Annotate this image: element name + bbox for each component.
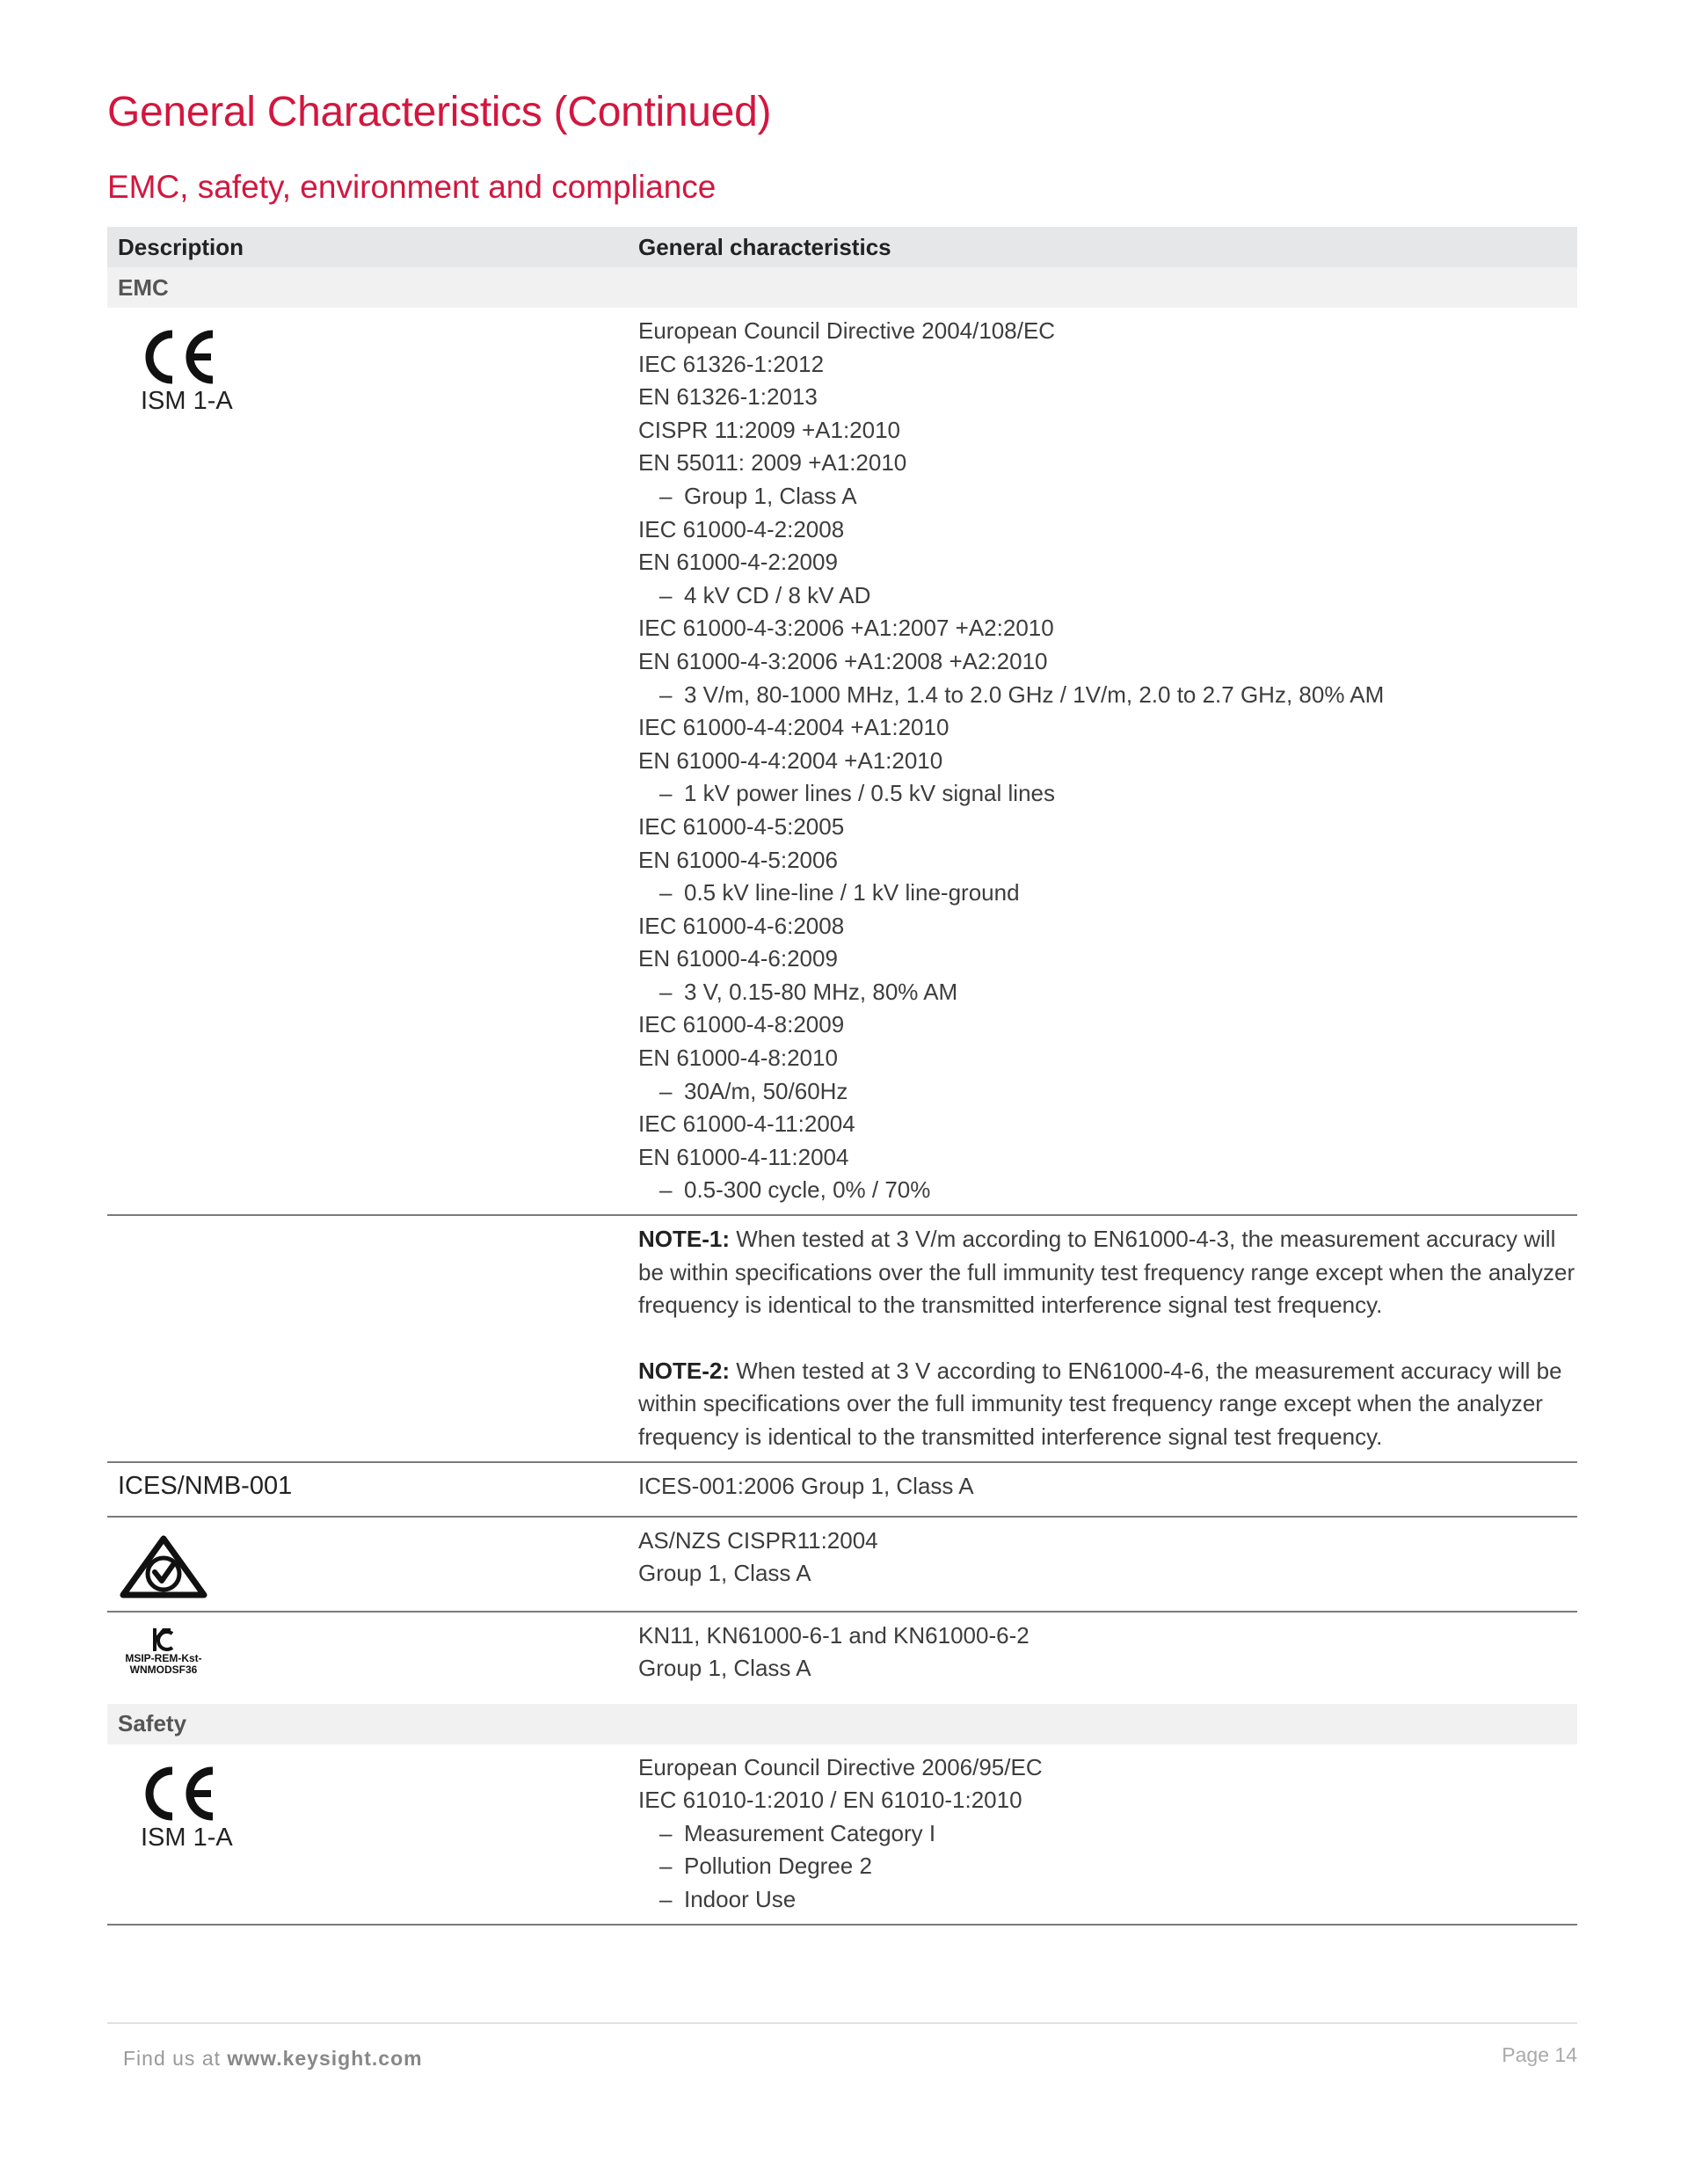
list-sub-item: – Pollution Degree 2 — [638, 1850, 1577, 1883]
table-row-kc — [107, 1613, 1577, 1704]
footer-find-prefix: Find us at — [123, 2047, 228, 2070]
list-item: European Council Directive 2004/108/EC — [638, 317, 1056, 344]
footer-url-link[interactable]: www.keysight.com — [227, 2047, 423, 2070]
list-sub-item: – 0.5-300 cycle, 0% / 70% — [638, 1174, 1577, 1207]
rcm-cell — [107, 1518, 638, 1611]
ce-mark-icon — [139, 1765, 218, 1822]
footer-find-us — [123, 2047, 423, 2071]
list-item: EN 61000-4-8:2010 — [638, 1045, 838, 1072]
notes-cell — [638, 1216, 1577, 1461]
list-item: European Council Directive 2006/95/EC — [638, 1753, 1043, 1780]
list-item: KN11, KN61000-6-1 and KN61000-6-2 — [638, 1621, 1030, 1649]
list-item: IEC 61000-4-4:2004 +A1:2010 — [638, 714, 950, 741]
section-title: EMC, safety, environment and compliance — [107, 169, 717, 205]
emc-standards-list — [638, 308, 1577, 1214]
list-sub-item: – Measurement Category I — [638, 1817, 1577, 1851]
list-item: Group 1, Class A — [638, 1655, 811, 1682]
kc-standards — [638, 1613, 1577, 1704]
note-2-text: frequency is identical to the transmitted interference signal test frequency. — [638, 1423, 1383, 1450]
list-sub-item: – 30A/m, 50/60Hz — [638, 1075, 1577, 1109]
ce-cell — [107, 308, 638, 1214]
list-item: EN 61000-4-11:2004 — [638, 1143, 849, 1170]
header-general-characteristics: General characteristics — [638, 233, 891, 260]
list-item: IEC 61000-4-8:2009 — [638, 1011, 845, 1038]
header-description: Description — [118, 233, 244, 260]
kc-mark-icon — [151, 1627, 176, 1653]
ices-value: ICES-001:2006 Group 1, Class A — [638, 1472, 974, 1499]
list-item: IEC 61010-1:2010 / EN 61010-1:2010 — [638, 1787, 1022, 1814]
list-item: EN 61000-4-5:2006 — [638, 846, 838, 873]
list-item: CISPR 11:2009 +A1:2010 — [638, 416, 901, 443]
note-1 — [638, 1223, 1577, 1256]
safety-standards-list — [638, 1744, 1577, 1924]
list-sub-item: – 3 V/m, 80-1000 MHz, 1.4 to 2.0 GHz / 1V/m, 2.0 to 2.7 GHz, 80% AM — [638, 679, 1577, 712]
list-sub-item: – 4 kV CD / 8 kV AD — [638, 579, 1577, 613]
page-number: Page 14 — [1502, 2043, 1577, 2066]
list-item: EN 61000-4-6:2009 — [638, 945, 838, 972]
note-2 — [638, 1355, 1577, 1388]
list-item: IEC 61000-4-3:2006 +A1:2007 +A2:2010 — [638, 615, 1054, 642]
note-1-text: frequency is identical to the transmitted interference signal test frequency. — [638, 1292, 1383, 1319]
note-2-label: NOTE-2: — [638, 1357, 730, 1384]
list-item: EN 61000-4-4:2004 +A1:2010 — [638, 746, 943, 774]
list-item: IEC 61000-4-5:2005 — [638, 812, 845, 840]
list-item: IEC 61000-4-2:2008 — [638, 515, 845, 542]
table-row-emc-ce — [107, 308, 1577, 1216]
list-item: EN 61000-4-3:2006 +A1:2008 +A2:2010 — [638, 647, 1048, 674]
table-row-notes — [107, 1216, 1577, 1463]
note-1-text: be within specifications over the full immunity test frequency range except when the analyzer — [638, 1258, 1575, 1285]
kc-cell — [107, 1613, 638, 1704]
list-item: AS/NZS CISPR11:2004 — [638, 1526, 878, 1554]
list-item: EN 61326-1:2013 — [638, 383, 818, 411]
list-sub-item: – 3 V, 0.15-80 MHz, 80% AM — [638, 976, 1577, 1009]
list-sub-item: – 1 kV power lines / 0.5 kV signal lines — [638, 777, 1577, 811]
ce-mark-icon — [139, 329, 218, 385]
list-item: EN 55011: 2009 +A1:2010 — [638, 449, 907, 477]
list-item: EN 61000-4-2:2009 — [638, 549, 838, 576]
kc-mark-text: MSIP-REM-Kst- — [125, 1651, 202, 1664]
ce-cell — [107, 1744, 638, 1924]
note-2-text: within specifications over the full immunity test frequency range except when the analyzer — [638, 1390, 1543, 1417]
table-row-rcm — [107, 1518, 1577, 1613]
list-sub-item: – Group 1, Class A — [638, 480, 1577, 513]
table-row-safety-ce — [107, 1744, 1577, 1926]
rcm-mark-icon — [118, 1533, 209, 1600]
group-emc: EMC — [107, 267, 1577, 308]
kc-mark — [118, 1627, 209, 1676]
list-sub-item: – Indoor Use — [638, 1883, 1577, 1917]
kc-mark-text: WNMODSF36 — [129, 1663, 198, 1676]
list-item: IEC 61000-4-11:2004 — [638, 1110, 855, 1138]
note-1-text: When tested at 3 V/m according to EN61000-4-3, the measurement accuracy will — [730, 1226, 1556, 1253]
table-row-ices — [107, 1463, 1577, 1518]
list-item: Group 1, Class A — [638, 1560, 811, 1587]
footer-divider — [107, 2022, 1577, 2024]
rcm-standards — [638, 1518, 1577, 1611]
list-item: IEC 61326-1:2012 — [638, 350, 825, 377]
spec-table — [107, 227, 1577, 1926]
list-item: IEC 61000-4-6:2008 — [638, 912, 845, 939]
page-title: General Characteristics (Continued) — [107, 89, 772, 135]
table-header — [107, 227, 1577, 267]
note-2-text: When tested at 3 V according to EN61000-4-6, the measurement accuracy will be — [730, 1357, 1562, 1384]
ices-label: ICES/NMB-001 — [118, 1471, 293, 1500]
ce-label: ISM 1-A — [141, 387, 233, 415]
empty-cell — [107, 1216, 638, 1461]
note-1-label: NOTE-1: — [638, 1226, 730, 1253]
list-sub-item: – 0.5 kV line-line / 1 kV line-ground — [638, 877, 1577, 910]
group-safety: Safety — [107, 1704, 1577, 1744]
ce-label: ISM 1-A — [141, 1823, 233, 1852]
